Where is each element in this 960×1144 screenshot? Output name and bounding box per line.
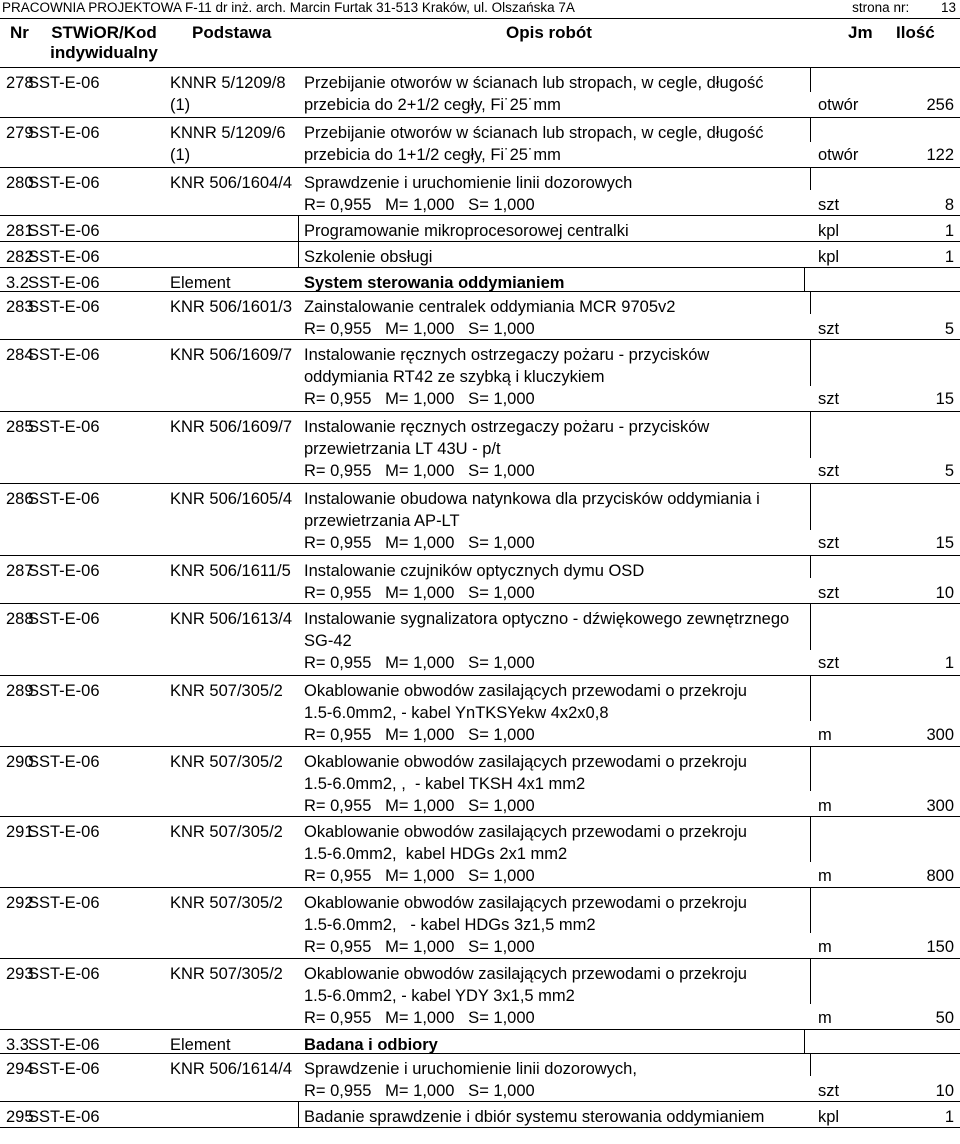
row-number: 283 [6, 298, 34, 316]
row-description [304, 892, 747, 958]
row-code: SST-E-06 [28, 1036, 100, 1054]
row-code: SST-E-06 [28, 222, 100, 240]
row-quantity: 8 [944, 196, 954, 214]
row-basis-line: KNR 506/1605/4 [170, 490, 293, 508]
row-quantity: 122 [926, 146, 954, 164]
row-unit: otwór [818, 146, 859, 164]
col-kod: STWiOR/Kod indywidualny [50, 23, 158, 62]
row-description [304, 488, 760, 554]
row-description-line: przewietrzania LT 43U - p/t [304, 440, 501, 458]
row-basis [170, 1034, 231, 1056]
cell-divider [810, 817, 811, 862]
row-description-line: Badana i odbiory [304, 1036, 438, 1054]
row-code: SST-E-06 [28, 274, 100, 292]
table-row [0, 604, 960, 676]
cell-divider [810, 412, 811, 458]
cell-divider [810, 292, 811, 314]
row-code: SST-E-06 [28, 682, 100, 700]
row-number: 285 [6, 418, 34, 436]
row-description-line: oddymiania RT42 ze szybką i kluczykiem [304, 368, 605, 386]
cell-divider [810, 556, 811, 578]
row-description [304, 296, 675, 340]
row-description-line: System sterowania oddymianiem [304, 274, 565, 292]
row-basis [170, 821, 283, 843]
row-description-line: R= 0,955 M= 1,000 S= 1,000 [304, 390, 535, 408]
row-number: 279 [6, 124, 34, 142]
row-quantity: 300 [926, 726, 954, 744]
row-code: SST-E-06 [28, 823, 100, 841]
row-description-line: Przebijanie otworów w ścianach lub stropach, w cegle, długość [304, 124, 764, 142]
row-description-line: R= 0,955 M= 1,000 S= 1,000 [304, 654, 535, 672]
row-number: 280 [6, 174, 34, 192]
row-basis-line: KNNR 5/1209/8 [170, 74, 286, 92]
row-description-line: Sprawdzenie i uruchomienie linii dozorowych [304, 174, 633, 192]
row-code: SST-E-06 [28, 894, 100, 912]
row-number: 291 [6, 823, 34, 841]
row-unit: otwór [818, 96, 859, 114]
table-row [0, 118, 960, 168]
row-description-line: Badanie sprawdzenie i dbiór systemu sterowania oddymianiem [304, 1108, 765, 1126]
table-row [0, 1102, 960, 1128]
row-quantity: 50 [935, 1009, 954, 1027]
row-description [304, 246, 432, 268]
table-row [0, 817, 960, 888]
row-description-line: Sprawdzenie i uruchomienie linii dozorowych, [304, 1060, 637, 1078]
cell-divider [298, 242, 299, 267]
cell-divider [298, 1102, 299, 1127]
row-quantity: 1 [944, 248, 954, 266]
cell-divider [810, 676, 811, 721]
table-row [0, 888, 960, 959]
row-code: SST-E-06 [28, 298, 100, 316]
row-number: 288 [6, 610, 34, 628]
row-basis-line: KNR 506/1609/7 [170, 346, 293, 364]
row-unit: m [818, 867, 832, 885]
row-description-line: Instalowanie obudowa natynkowa dla przycisków oddymiania i [304, 490, 760, 508]
row-description-line: Instalowanie czujników optycznych dymu OSD [304, 562, 645, 580]
section-row [0, 1030, 960, 1054]
row-code: SST-E-06 [28, 124, 100, 142]
row-description-line: SG-42 [304, 632, 352, 650]
row-quantity: 800 [926, 867, 954, 885]
row-description-line: Przebijanie otworów w ścianach lub stropach, w cegle, długość [304, 74, 764, 92]
cell-divider [298, 216, 299, 241]
row-basis-line: KNR 507/305/2 [170, 894, 283, 912]
row-unit: szt [818, 390, 840, 408]
row-description-line: przebicia do 2+1/2 cegły, Fi˙25˙mm [304, 96, 561, 114]
row-basis [170, 272, 231, 294]
table-row [0, 676, 960, 747]
row-description-line: Szkolenie obsługi [304, 248, 433, 266]
row-description [304, 821, 747, 887]
items-table [0, 68, 960, 1128]
row-description-line: R= 0,955 M= 1,000 S= 1,000 [304, 462, 535, 480]
row-code: SST-E-06 [28, 562, 100, 580]
row-number: 292 [6, 894, 34, 912]
row-description-line: 1.5-6.0mm2, - kabel YDY 3x1,5 mm2 [304, 987, 575, 1005]
row-description-line: Programowanie mikroprocesorowej centralki [304, 222, 629, 240]
row-basis-line: KNR 506/1613/4 [170, 610, 293, 628]
col-nr: Nr [10, 23, 29, 42]
row-description-line: 1.5-6.0mm2, kabel HDGs 2x1 mm2 [304, 845, 568, 863]
row-description [304, 608, 789, 674]
row-code: SST-E-06 [28, 610, 100, 628]
row-basis [170, 1058, 292, 1080]
row-description [304, 1106, 764, 1128]
row-basis-line: KNR 506/1614/4 [170, 1060, 293, 1078]
row-basis-line: KNR 507/305/2 [170, 823, 283, 841]
cell-divider [810, 888, 811, 933]
row-description [304, 416, 709, 482]
row-basis [170, 680, 283, 702]
cell-divider [810, 340, 811, 386]
row-description [304, 1034, 438, 1056]
row-description-line: R= 0,955 M= 1,000 S= 1,000 [304, 1009, 535, 1027]
row-description [304, 72, 764, 116]
company-info: PRACOWNIA PROJEKTOWA F-11 dr inż. arch. Marcin Furtak 31-513 Kraków, ul. Olszańska 7A [2, 0, 575, 15]
row-description [304, 751, 747, 817]
cell-divider [810, 484, 811, 530]
row-code: SST-E-06 [28, 248, 100, 266]
row-description-line: Okablowanie obwodów zasilających przewodami o przekroju [304, 682, 747, 700]
row-basis [170, 560, 291, 582]
row-basis-line: KNR 507/305/2 [170, 753, 283, 771]
row-description-line: Instalowanie sygnalizatora optyczno - dźwiękowego zewnętrznego [304, 610, 790, 628]
row-basis [170, 344, 292, 366]
row-description [304, 680, 747, 746]
row-quantity: 10 [935, 1082, 954, 1100]
col-opis: Opis robót [506, 23, 592, 42]
row-quantity: 5 [944, 320, 954, 338]
row-unit: szt [818, 534, 840, 552]
section-row [0, 268, 960, 292]
cell-divider [804, 1030, 805, 1053]
row-description-line: R= 0,955 M= 1,000 S= 1,000 [304, 320, 535, 338]
row-number: 3.3 [6, 1036, 29, 1054]
row-number: 290 [6, 753, 34, 771]
row-basis-line: KNNR 5/1209/6 [170, 124, 286, 142]
cell-divider [810, 1054, 811, 1076]
table-row [0, 959, 960, 1030]
table-row [0, 556, 960, 604]
table-row [0, 340, 960, 412]
row-description [304, 963, 747, 1029]
row-unit: m [818, 1009, 832, 1027]
row-unit: szt [818, 462, 840, 480]
row-description-line: przebicia do 1+1/2 cegły, Fi˙25˙mm [304, 146, 561, 164]
row-description-line: R= 0,955 M= 1,000 S= 1,000 [304, 726, 535, 744]
row-description-line: R= 0,955 M= 1,000 S= 1,000 [304, 584, 535, 602]
row-basis [170, 122, 286, 166]
row-basis [170, 608, 292, 630]
row-description [304, 220, 629, 242]
row-unit: szt [818, 1082, 840, 1100]
cell-divider [804, 268, 805, 291]
row-description-line: Instalowanie ręcznych ostrzegaczy pożaru - przycisków [304, 346, 710, 364]
row-basis-line: KNR 506/1604/4 [170, 174, 293, 192]
row-number: 287 [6, 562, 34, 580]
cell-divider [810, 118, 811, 142]
row-basis-line: KNR 507/305/2 [170, 965, 283, 983]
row-description-line: R= 0,955 M= 1,000 S= 1,000 [304, 1082, 535, 1100]
column-headers [0, 19, 960, 68]
table-row [0, 216, 960, 242]
row-quantity: 256 [926, 96, 954, 114]
row-quantity: 15 [935, 390, 954, 408]
row-description-line: Zainstalowanie centralek oddymiania MCR 9705v2 [304, 298, 676, 316]
row-number: 289 [6, 682, 34, 700]
cell-divider [810, 747, 811, 791]
row-number: 282 [6, 248, 34, 266]
cell-divider [810, 959, 811, 1004]
row-basis-line: (1) [170, 146, 191, 164]
row-description [304, 122, 764, 166]
row-unit: szt [818, 654, 840, 672]
row-unit: szt [818, 584, 840, 602]
cell-divider [810, 68, 811, 92]
row-quantity: 1 [944, 222, 954, 240]
row-unit: m [818, 938, 832, 956]
row-basis [170, 963, 283, 985]
row-description-line: Okablowanie obwodów zasilających przewodami o przekroju [304, 823, 747, 841]
page-indicator [852, 0, 956, 15]
row-basis-line: (1) [170, 96, 191, 114]
row-basis-line: Element [170, 1036, 231, 1054]
row-description-line: R= 0,955 M= 1,000 S= 1,000 [304, 797, 535, 815]
row-quantity: 150 [926, 938, 954, 956]
row-description [304, 560, 644, 604]
page-number: 13 [940, 0, 956, 15]
row-code: SST-E-06 [28, 965, 100, 983]
row-description-line: Instalowanie ręcznych ostrzegaczy pożaru - przycisków [304, 418, 710, 436]
row-unit: kpl [818, 248, 840, 266]
table-row [0, 412, 960, 484]
row-description-line: 1.5-6.0mm2, , - kabel TKSH 4x1 mm2 [304, 775, 586, 793]
row-number: 281 [6, 222, 34, 240]
row-number: 294 [6, 1060, 34, 1078]
row-basis-line: KNR 507/305/2 [170, 682, 283, 700]
cell-divider [810, 168, 811, 190]
table-row [0, 242, 960, 268]
row-description-line: R= 0,955 M= 1,000 S= 1,000 [304, 938, 535, 956]
col-ilosc: Ilość [896, 23, 935, 42]
row-code: SST-E-06 [28, 1108, 100, 1126]
table-row [0, 168, 960, 216]
row-description [304, 344, 709, 410]
row-code: SST-E-06 [28, 174, 100, 192]
row-unit: szt [818, 320, 840, 338]
row-basis [170, 892, 283, 914]
row-description-line: 1.5-6.0mm2, - kabel HDGs 3z1,5 mm2 [304, 916, 596, 934]
row-number: 3.2 [6, 274, 29, 292]
row-number: 293 [6, 965, 34, 983]
row-description-line: 1.5-6.0mm2, - kabel YnTKSYekw 4x2x0,8 [304, 704, 609, 722]
row-basis [170, 296, 292, 318]
row-number: 278 [6, 74, 34, 92]
row-description-line: przewietrzania AP-LT [304, 512, 460, 530]
row-quantity: 1 [944, 1108, 954, 1126]
row-basis [170, 72, 286, 116]
row-description-line: Okablowanie obwodów zasilających przewodami o przekroju [304, 753, 747, 771]
row-number: 295 [6, 1108, 34, 1126]
row-basis [170, 488, 292, 510]
row-quantity: 5 [944, 462, 954, 480]
row-unit: szt [818, 196, 840, 214]
row-code: SST-E-06 [28, 753, 100, 771]
row-description [304, 172, 632, 216]
table-row [0, 1054, 960, 1102]
row-basis-line: Element [170, 274, 231, 292]
page-header [0, 0, 960, 19]
row-code: SST-E-06 [28, 346, 100, 364]
row-quantity: 300 [926, 797, 954, 815]
row-description-line: R= 0,955 M= 1,000 S= 1,000 [304, 196, 535, 214]
row-description-line: Okablowanie obwodów zasilających przewodami o przekroju [304, 965, 747, 983]
row-unit: m [818, 797, 832, 815]
row-description [304, 272, 564, 294]
row-code: SST-E-06 [28, 74, 100, 92]
row-description-line: R= 0,955 M= 1,000 S= 1,000 [304, 867, 535, 885]
table-row [0, 292, 960, 340]
table-row [0, 68, 960, 118]
row-code: SST-E-06 [28, 1060, 100, 1078]
row-quantity: 10 [935, 584, 954, 602]
row-unit: m [818, 726, 832, 744]
row-basis-line: KNR 506/1609/7 [170, 418, 293, 436]
row-code: SST-E-06 [28, 490, 100, 508]
row-code: SST-E-06 [28, 418, 100, 436]
row-description-line: R= 0,955 M= 1,000 S= 1,000 [304, 534, 535, 552]
col-podstawa: Podstawa [192, 23, 272, 42]
table-row [0, 747, 960, 817]
row-basis-line: KNR 506/1601/3 [170, 298, 293, 316]
row-basis-line: KNR 506/1611/5 [170, 562, 291, 580]
table-row [0, 484, 960, 556]
row-description-line: Okablowanie obwodów zasilających przewodami o przekroju [304, 894, 747, 912]
row-description [304, 1058, 637, 1102]
row-quantity: 15 [935, 534, 954, 552]
row-basis [170, 416, 292, 438]
page-label: strona nr: [852, 0, 910, 15]
row-unit: kpl [818, 222, 840, 240]
row-basis [170, 751, 283, 773]
row-number: 284 [6, 346, 34, 364]
row-basis [170, 172, 292, 194]
row-number: 286 [6, 490, 34, 508]
cell-divider [810, 604, 811, 650]
col-jm: Jm [848, 23, 873, 42]
row-quantity: 1 [944, 654, 954, 672]
row-unit: kpl [818, 1108, 840, 1126]
